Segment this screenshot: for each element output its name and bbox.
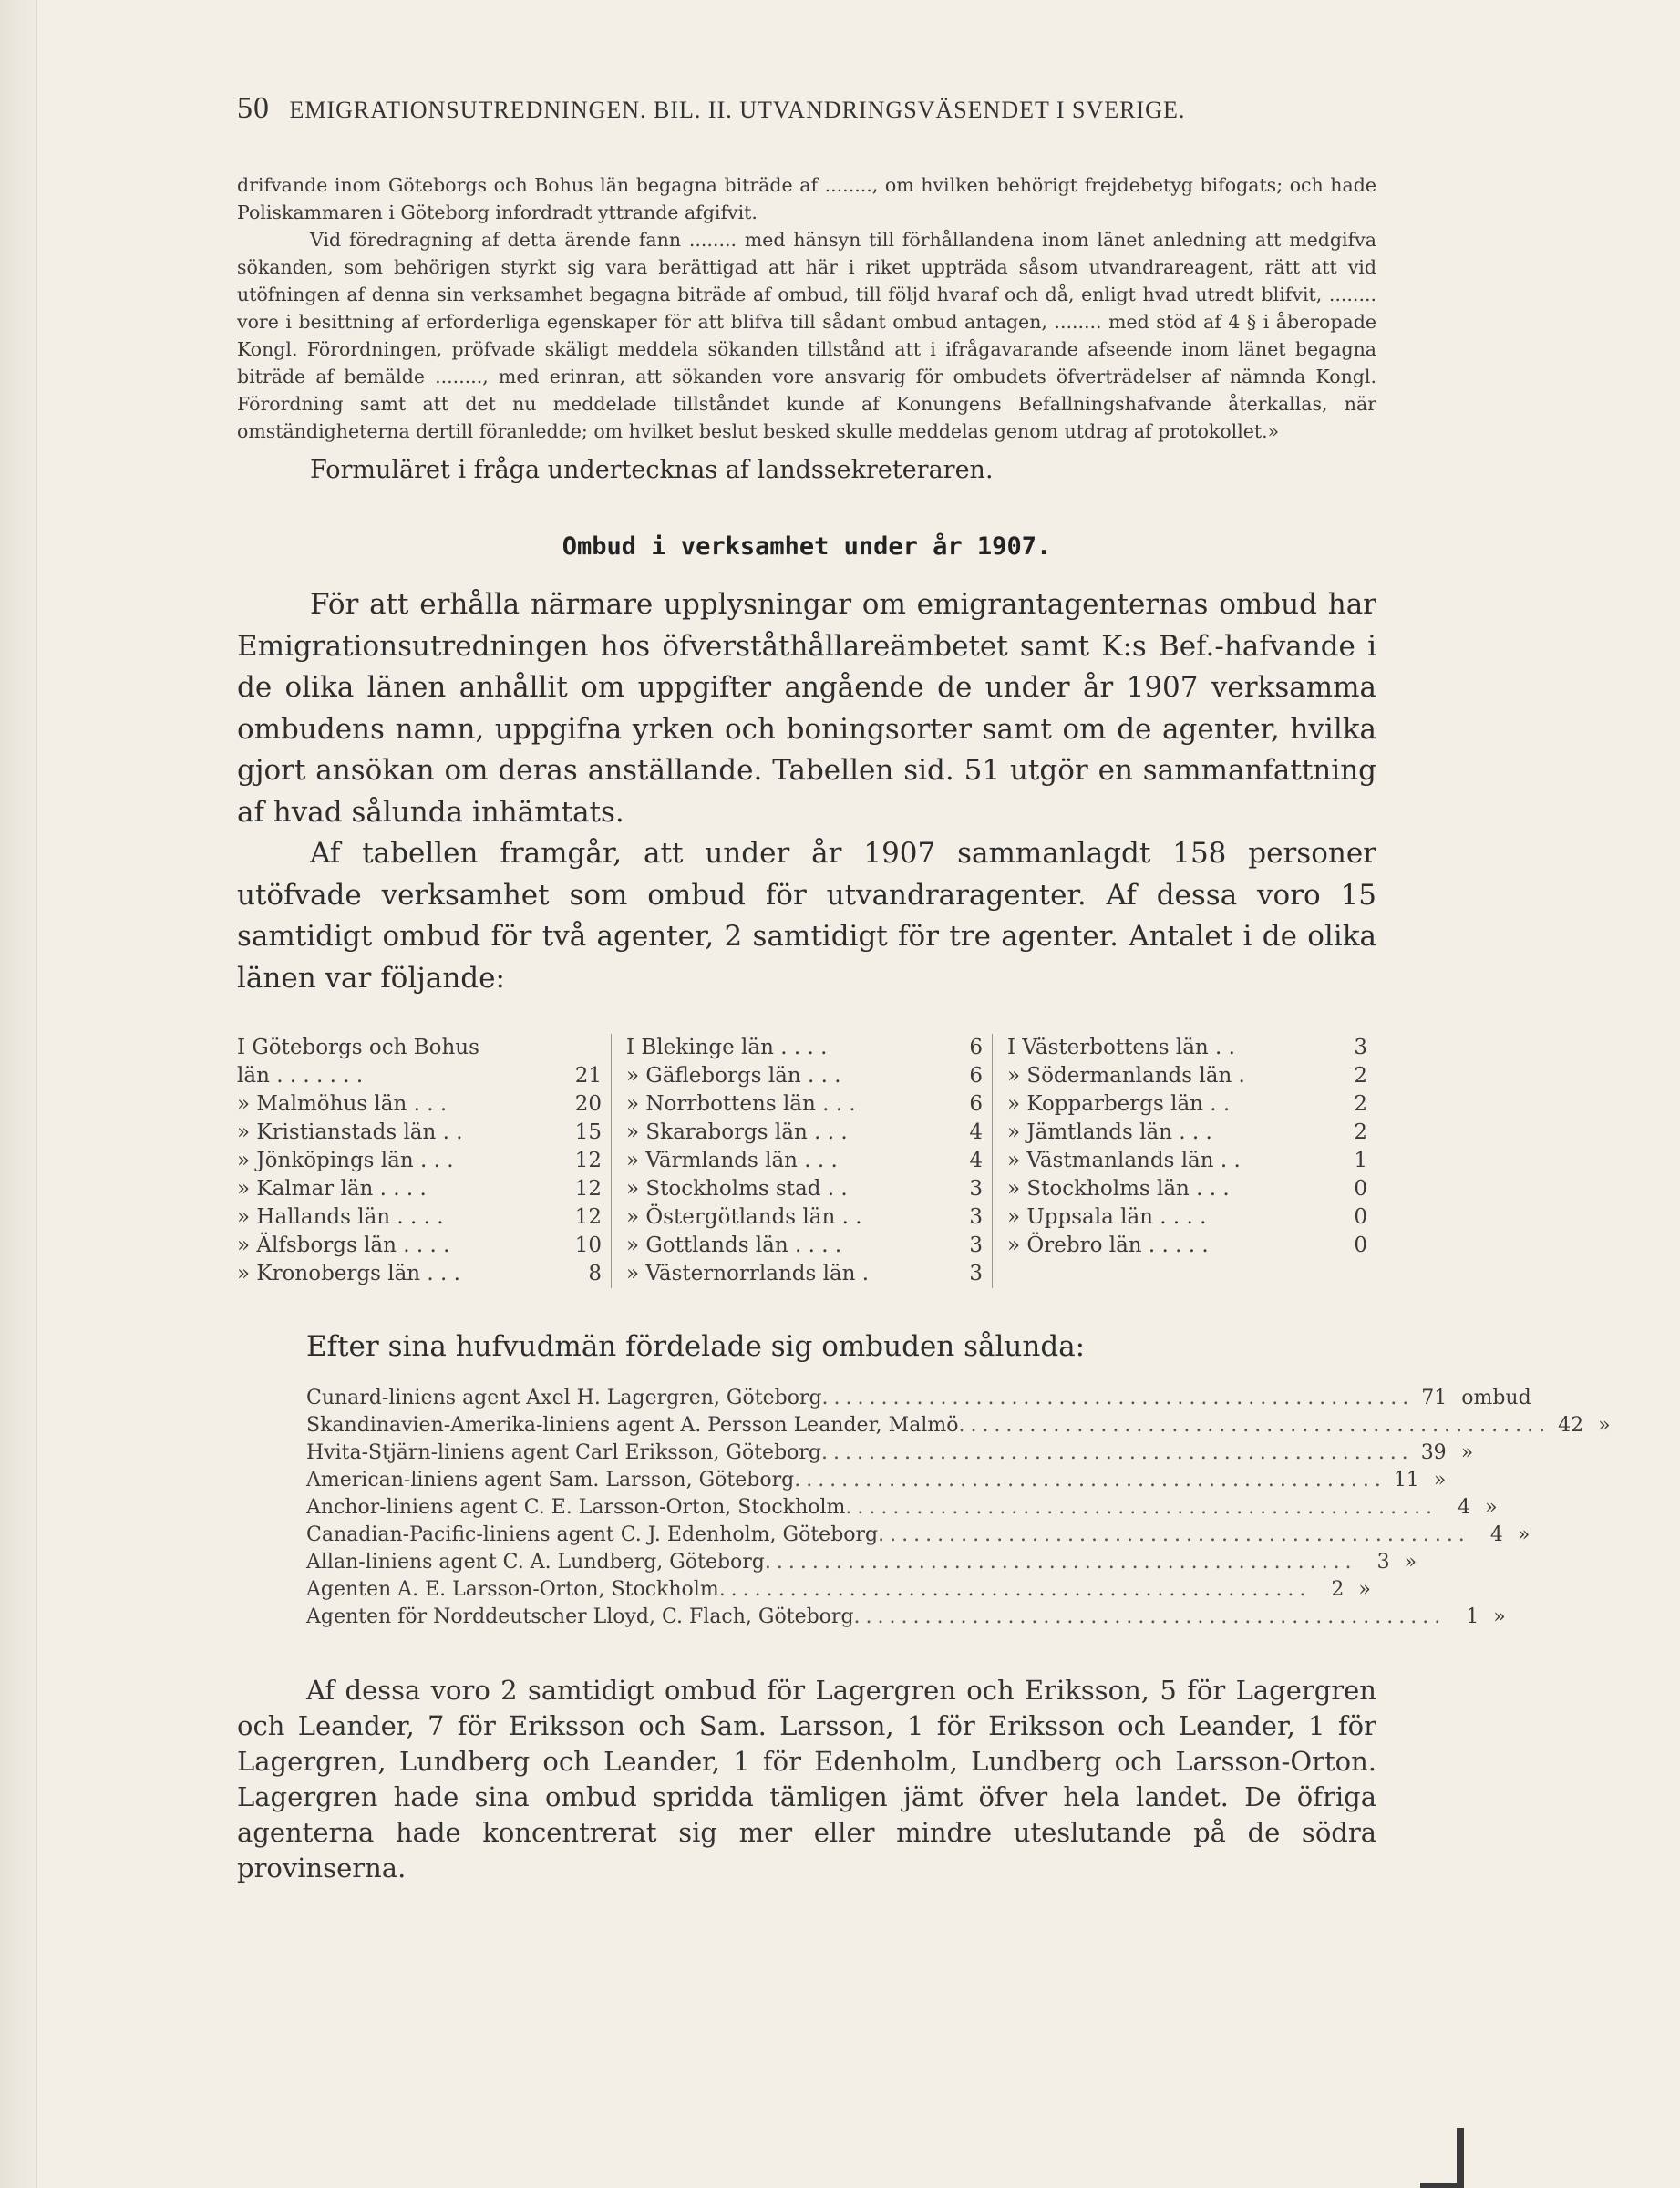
leader-dots: .................................................. — [958, 1414, 1551, 1437]
closing-text — [237, 1673, 1376, 1886]
county-name: » Kopparbergs län . . — [1007, 1092, 1231, 1116]
agent-name: Agenten A. E. Larsson-Orton, Stockholm — [306, 1578, 719, 1601]
county-column — [237, 1034, 611, 1288]
county-row — [626, 1260, 983, 1288]
closing-paragraph: Af dessa voro 2 samtidigt ombud för Lagergren och Eriksson, 5 för Lagergren och Leander, 7 för Eriksson och Sam. Larsson, 1 för Eriksson och Leander, 1 för Lagergren, Lundberg och Leander, 1 för Edenholm, Lundberg och Larsson-Orton. Lagergren hade sina ombud spridda tämligen jämt öfver hela landet. De öfriga agenterna hade koncentrerat sig mer eller mindre uteslutande på de södra provinserna. — [237, 1675, 1376, 1884]
county-name: » Norrbottens län . . . — [626, 1092, 856, 1116]
agent-count: 4 — [1458, 1496, 1471, 1519]
agent-count: 39 — [1420, 1441, 1447, 1464]
small-paragraph: Vid föredragning af detta ärende fann ........ med hänsyn till förhållandena inom länet anledning att medgifva sökanden, som behörigen styrkt sig vara berättigad att här i riket uppträda såsom utvandrareagent, rätt att vid utöfningen af denna sin verksamhet begagna biträde af ombud, till följd hvaraf och då, enligt hvad utredt blifvit, ........ vore i besittning af erforderliga egenskaper för att blifva till sådant ombud antagen, ........ med stöd af 4 § i åberopade Kongl. Förordningen, pröfvade skäligt meddela sökanden tillstånd att i ifrågavarande afseende inom länet begagna biträde af bemälde ........, med erinran, att sökanden vore ansvarig för ombudets öfverträdelser af nämnda Kongl. Förordning samt att det nu meddelade tillståndet kunde af Konungens Befallningshafvande återkallas, när omständigheterna dertill föranledde; om hvilket beslut besked skulle meddelas genom utdrag af protokollet.» — [237, 229, 1376, 442]
page-binding-edge — [0, 0, 37, 2188]
county-row — [626, 1119, 983, 1147]
county-name: » Uppsala län . . . . — [1007, 1205, 1207, 1229]
leader-dots: .................................................. — [853, 1605, 1447, 1628]
agent-unit: » — [1404, 1551, 1417, 1574]
county-name: » Jämtlands län . . . — [1007, 1120, 1212, 1144]
document-page — [237, 91, 1611, 1886]
county-count: 3 — [969, 1205, 983, 1229]
county-name: » Skaraborgs län . . . — [626, 1120, 848, 1144]
county-row — [237, 1203, 602, 1232]
county-row — [626, 1062, 983, 1090]
county-row — [1007, 1147, 1367, 1175]
county-column — [992, 1034, 1376, 1288]
county-column — [611, 1034, 992, 1288]
leader-dots: .................................................. — [821, 1441, 1414, 1464]
agent-row — [306, 1467, 1447, 1494]
agent-count: 4 — [1489, 1523, 1503, 1546]
county-name: » Kalmar län . . . . — [237, 1177, 427, 1201]
county-row — [237, 1147, 602, 1175]
county-name: » Älfsborgs län . . . . — [237, 1233, 450, 1257]
county-name: » Hallands län . . . . — [237, 1205, 444, 1229]
county-count: 10 — [574, 1233, 602, 1257]
agent-name: Canadian-Pacific-liniens agent C. J. Edenholm, Göteborg — [306, 1523, 879, 1546]
county-count: 4 — [969, 1149, 983, 1172]
county-name: » Malmöhus län . . . — [237, 1092, 448, 1116]
agent-name: Cunard-liniens agent Axel H. Lagergren, Göteborg — [306, 1387, 822, 1409]
county-row — [626, 1203, 983, 1232]
county-count: 1 — [1354, 1149, 1367, 1172]
county-name: » Västernorrlands län . — [626, 1262, 870, 1285]
county-count: 12 — [574, 1205, 602, 1229]
county-name: » Stockholms stad . . — [626, 1177, 848, 1201]
county-count: 6 — [969, 1064, 983, 1088]
agent-name: American-liniens agent Sam. Larsson, Göteborg — [306, 1469, 795, 1491]
county-count: 0 — [1354, 1205, 1367, 1229]
county-row — [237, 1034, 602, 1062]
agent-name: Agenten för Norddeutscher Lloyd, C. Flach, Göteborg — [306, 1605, 854, 1628]
county-name: » Södermanlands län . — [1007, 1064, 1245, 1088]
county-row — [237, 1119, 602, 1147]
county-count: 2 — [1354, 1064, 1367, 1088]
county-count: 2 — [1354, 1092, 1367, 1116]
county-row — [237, 1090, 602, 1119]
county-name: » Gottlands län . . . . — [626, 1233, 842, 1257]
county-name: » Kristianstads län . . — [237, 1120, 463, 1144]
county-count: 2 — [1354, 1120, 1367, 1144]
county-row — [626, 1090, 983, 1119]
county-count: 6 — [969, 1092, 983, 1116]
agent-name: Anchor-liniens agent C. E. Larsson-Orton, Stockholm — [306, 1496, 846, 1519]
county-count: 3 — [1354, 1036, 1367, 1059]
county-name: » Östergötlands län . . — [626, 1205, 862, 1229]
leader-dots: .................................................. — [821, 1387, 1415, 1409]
agent-count: 71 — [1421, 1387, 1448, 1409]
agent-count: 42 — [1558, 1414, 1584, 1437]
county-name: » Örebro län . . . . . — [1007, 1233, 1209, 1257]
county-row — [1007, 1119, 1367, 1147]
county-row — [1007, 1034, 1367, 1062]
county-count: 8 — [588, 1262, 602, 1285]
decision-text — [237, 171, 1376, 445]
county-row — [237, 1175, 602, 1203]
county-name: I Göteborgs och Bohus — [237, 1036, 479, 1059]
county-table — [237, 1034, 1376, 1288]
county-row — [626, 1232, 983, 1260]
county-row — [1007, 1175, 1367, 1203]
body-paragraph: Af tabellen framgår, att under år 1907 sammanlagdt 158 personer utöfvade verksamhet som ombud för utvandraragenter. Af dessa voro 15 samtidigt ombud för två agenter, 2 samtidigt för tre agenter. Antalet i de olika länen var följande: — [237, 837, 1376, 995]
formular-line: Formuläret i fråga undertecknas af landssekreteraren. — [310, 456, 994, 484]
county-count: 3 — [969, 1233, 983, 1257]
agent-row — [306, 1549, 1417, 1576]
leader-dots: .................................................. — [878, 1523, 1470, 1546]
agent-row — [306, 1494, 1498, 1522]
agent-unit: » — [1485, 1496, 1498, 1519]
county-name: » Kronobergs län . . . — [237, 1262, 460, 1285]
county-count: 12 — [574, 1149, 602, 1172]
agent-name: Allan-liniens agent C. A. Lundberg, Göteborg — [306, 1551, 765, 1574]
agent-unit: » — [1493, 1605, 1506, 1628]
agent-count: 3 — [1376, 1551, 1390, 1574]
county-row — [626, 1147, 983, 1175]
county-name: » Gäfleborgs län . . . — [626, 1064, 841, 1088]
county-count: 12 — [574, 1177, 602, 1201]
county-row — [237, 1232, 602, 1260]
agent-unit: » — [1433, 1469, 1447, 1491]
county-name: I Västerbottens län . . — [1007, 1036, 1235, 1059]
county-row — [1007, 1090, 1367, 1119]
agents-list — [306, 1385, 1611, 1631]
agent-count: 2 — [1331, 1578, 1345, 1601]
leader-dots: .................................................. — [764, 1551, 1357, 1574]
page-number: 50 — [237, 91, 270, 125]
body-paragraph: För att erhålla närmare upplysningar om emigrantagenternas ombud har Emigrationsutredningen hos öfverståthållareämbetet samt K:s Bef.-hafvande i de olika länen anhållit om uppgifter angående de under år 1907 verksamma ombudens namn, uppgifna yrken och boningsorter samt om de agenter, hvilka gjort ansökan om deras anställande. Tabellen sid. 51 utgör en sammanfattning af hvad sålunda inhämtats. — [237, 588, 1376, 829]
agent-unit: » — [1598, 1414, 1611, 1437]
leader-dots: .................................................. — [845, 1496, 1438, 1519]
agent-row — [306, 1576, 1371, 1604]
county-name: I Blekinge län . . . . — [626, 1036, 828, 1059]
county-row — [1007, 1232, 1367, 1260]
county-name: län . . . . . . . — [237, 1064, 364, 1088]
agent-row — [306, 1412, 1611, 1440]
county-row — [626, 1034, 983, 1062]
county-row — [237, 1260, 602, 1288]
county-count: 0 — [1354, 1233, 1367, 1257]
county-row — [626, 1175, 983, 1203]
county-count: 6 — [969, 1036, 983, 1059]
agent-row — [306, 1522, 1531, 1549]
county-row — [1007, 1203, 1367, 1232]
agent-unit: » — [1358, 1578, 1371, 1601]
agent-unit: » — [1517, 1523, 1531, 1546]
county-count: 4 — [969, 1120, 983, 1144]
agent-unit: » — [1460, 1441, 1474, 1464]
county-row — [237, 1062, 602, 1090]
agent-name: Skandinavien-Amerika-liniens agent A. Persson Leander, Malmö — [306, 1414, 959, 1437]
running-title: EMIGRATIONSUTREDNINGEN. BIL. II. UTVANDRINGSVÄSENDET I SVERIGE. — [289, 97, 1186, 123]
principals-heading: Efter sina hufvudmän fördelade sig ombuden sålunda: — [306, 1330, 1086, 1363]
page-corner-mark — [1420, 2128, 1464, 2188]
county-row — [1007, 1062, 1367, 1090]
county-name: » Värmlands län . . . — [626, 1149, 838, 1172]
county-name: » Stockholms län . . . — [1007, 1177, 1230, 1201]
small-paragraph: drifvande inom Göteborgs och Bohus län begagna biträde af ........, om hvilken behörigt frejdebetyg bifogats; och hade Poliskammaren i Göteborg infordradt yttrande afgifvit. — [237, 174, 1376, 223]
county-name: » Jönköpings län . . . — [237, 1149, 454, 1172]
county-count: 3 — [969, 1177, 983, 1201]
agent-row — [306, 1385, 1531, 1412]
county-count: 3 — [969, 1262, 983, 1285]
county-count: 15 — [574, 1120, 602, 1144]
county-count: 21 — [574, 1064, 602, 1088]
running-header — [237, 91, 1376, 126]
agent-name: Hvita-Stjärn-liniens agent Carl Eriksson, Göteborg — [306, 1441, 822, 1464]
county-count — [596, 1034, 602, 1062]
leader-dots: .................................................. — [718, 1578, 1312, 1601]
county-count: 0 — [1354, 1177, 1367, 1201]
county-name: » Västmanlands län . . — [1007, 1149, 1241, 1172]
body-text — [237, 584, 1376, 999]
agent-unit: ombud — [1461, 1387, 1531, 1409]
section-title: Ombud i verksamhet under år 1907. — [562, 532, 1052, 561]
agent-row — [306, 1440, 1474, 1467]
agent-row — [306, 1604, 1506, 1631]
agent-count: 1 — [1466, 1605, 1479, 1628]
agent-count: 11 — [1393, 1469, 1419, 1491]
county-count: 20 — [574, 1092, 602, 1116]
leader-dots: .................................................. — [794, 1469, 1386, 1491]
